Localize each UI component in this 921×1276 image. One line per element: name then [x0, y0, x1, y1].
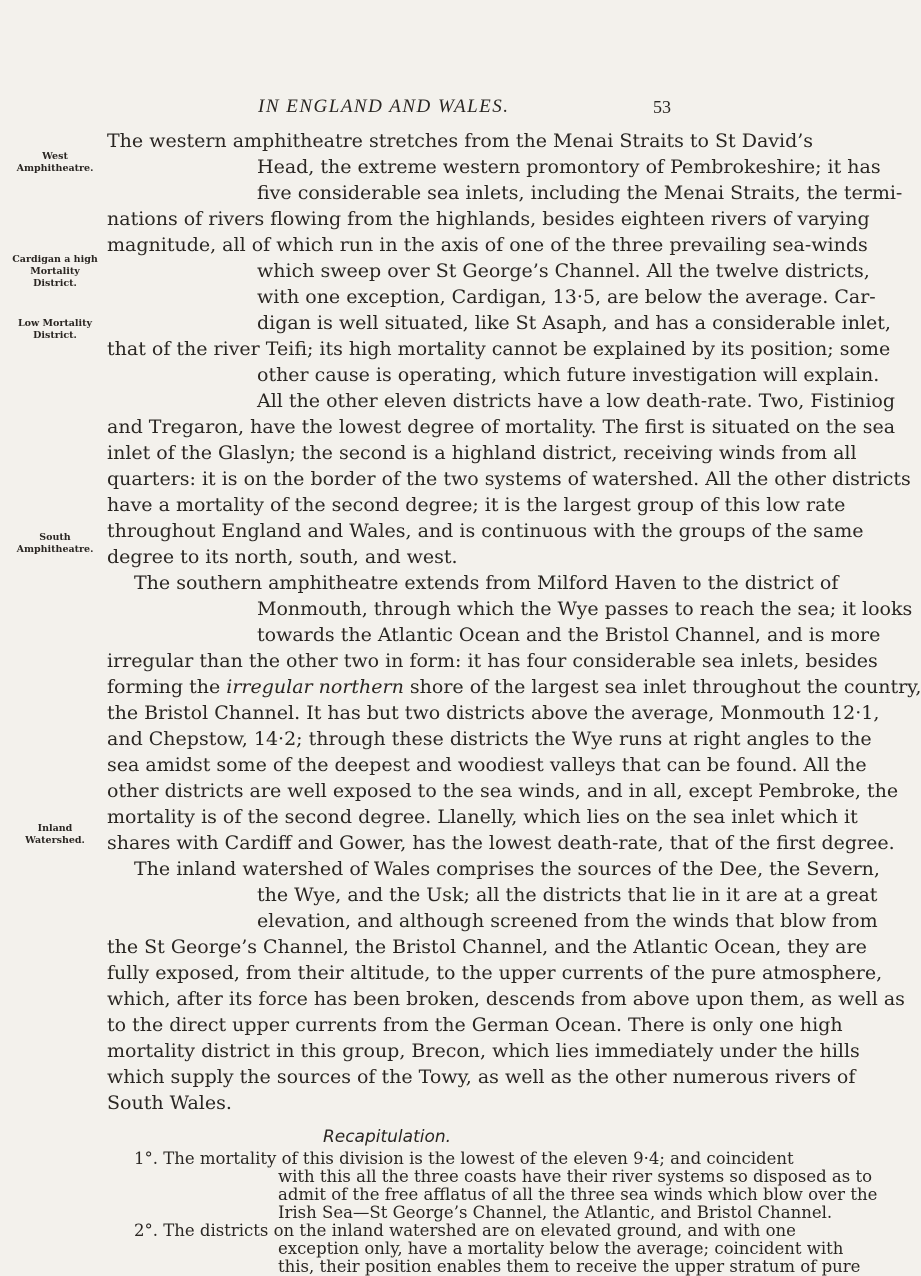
text-line: nations of rivers flowing from the highlands, besides eighteen rivers of varying [107, 208, 870, 230]
text-line: Irish Sea—St George’s Channel, the Atlantic, and Bristol Channel. [278, 1203, 833, 1222]
text-line: the Bristol Channel. It has but two districts above the average, Monmouth 12·1, [107, 702, 880, 724]
text-line: have a mortality of the second degree; it is the largest group of this low rate [107, 494, 846, 516]
text-line: elevation, and although screened from the winds that blow from [257, 910, 878, 932]
text-line: five considerable sea inlets, including the Menai Straits, the termi- [257, 182, 903, 204]
text-line: other districts are well exposed to the sea winds, and in all, except Pembroke, the [107, 780, 899, 802]
text-line: irregular than the other two in form: it has four considerable sea inlets, besides [107, 650, 878, 672]
text-line: fully exposed, from their altitude, to the upper currents of the pure atmosphere, [107, 962, 883, 984]
text-line: South Wales. [107, 1092, 232, 1114]
running-head: IN ENGLAND AND WALES. [258, 96, 510, 117]
text-line: sea amidst some of the deepest and woodiest valleys that can be found. All the [107, 754, 867, 776]
sidenote-cardigan: Cardigan a high Mortality District. [12, 254, 98, 289]
sidenote-low-mortality: Low Mortality District. [17, 318, 93, 341]
page-number: 53 [653, 97, 671, 117]
sidenote-south-amphitheatre: South Amphitheatre. [16, 532, 94, 555]
text-line: and Chepstow, 14·2; through these districts the Wye runs at right angles to the [107, 728, 872, 750]
text-line: which sweep over St George’s Channel. All the twelve districts, [257, 260, 870, 282]
text-line: throughout England and Wales, and is continuous with the groups of the same [107, 520, 864, 542]
text-line: admit of the free afflatus of all the three sea winds which blow over the [278, 1185, 878, 1204]
text-line: shares with Cardiff and Gower, has the lowest death-rate, that of the first degree. [107, 832, 895, 854]
italic-emphasis: irregular northern [226, 676, 404, 698]
text-line: towards the Atlantic Ocean and the Bristol Channel, and is more [257, 624, 881, 646]
text-line: the Wye, and the Usk; all the districts that lie in it are at a great [257, 884, 878, 906]
text-line: other cause is operating, which future investigation will explain. [257, 364, 880, 386]
text-span: shore of the largest sea inlet throughout the country, [403, 676, 921, 698]
text-line: magnitude, all of which run in the axis of one of the three prevailing sea-winds [107, 234, 868, 256]
text-span: forming the [107, 676, 227, 698]
text-line: which, after its force has been broken, descends from above upon them, as well as [107, 988, 905, 1010]
text-line: All the other eleven districts have a low death-rate. Two, Fistiniog [257, 390, 895, 412]
text-line: digan is well situated, like St Asaph, and has a considerable inlet, [257, 312, 891, 334]
text-line: this, their position enables them to receive the upper stratum of pure [278, 1257, 861, 1276]
text-line: mortality is of the second degree. Llanelly, which lies on the sea inlet which it [107, 806, 858, 828]
text-line: quarters: it is on the border of the two systems of watershed. All the other districts [107, 468, 911, 490]
text-line: exception only, have a mortality below the average; coincident with [278, 1239, 844, 1258]
text-line: to the direct upper currents from the German Ocean. There is only one high [107, 1014, 843, 1036]
text-line: The inland watershed of Wales comprises the sources of the Dee, the Severn, [134, 858, 880, 880]
text-line-mixed [107, 674, 921, 700]
section-heading: Recapitulation. [322, 1127, 452, 1147]
text-line: inlet of the Glaslyn; the second is a highland district, receiving winds from all [107, 442, 857, 464]
text-line: The southern amphitheatre extends from Milford Haven to the district of [134, 572, 839, 594]
text-line: degree to its north, south, and west. [107, 546, 458, 568]
list-item: 1°. The mortality of this division is the lowest of the eleven 9·4; and coincident [134, 1149, 794, 1168]
text-line: and Tregaron, have the lowest degree of mortality. The first is situated on the sea [107, 416, 896, 438]
sidenote-west-amphitheatre: West Amphitheatre. [16, 151, 94, 174]
text-line: Head, the extreme western promontory of Pembrokeshire; it has [257, 156, 881, 178]
list-item: 2°. The districts on the inland watershed are on elevated ground, and with one [134, 1221, 796, 1240]
text-line: with this all the three coasts have their river systems so disposed as to [278, 1167, 873, 1186]
text-line: with one exception, Cardigan, 13·5, are below the average. Car- [257, 286, 876, 308]
text-line: the St George’s Channel, the Bristol Channel, and the Atlantic Ocean, they are [107, 936, 867, 958]
text-line: Monmouth, through which the Wye passes to reach the sea; it looks [257, 598, 913, 620]
sidenote-inland-watershed: Inland Watershed. [25, 823, 85, 846]
text-line: mortality district in this group, Brecon, which lies immediately under the hills [107, 1040, 860, 1062]
text-line: that of the river Teifi; its high mortality cannot be explained by its position; some [107, 338, 891, 360]
text-line: which supply the sources of the Towy, as well as the other numerous rivers of [107, 1066, 856, 1088]
text-line: The western amphitheatre stretches from the Menai Straits to St David’s [107, 130, 814, 152]
